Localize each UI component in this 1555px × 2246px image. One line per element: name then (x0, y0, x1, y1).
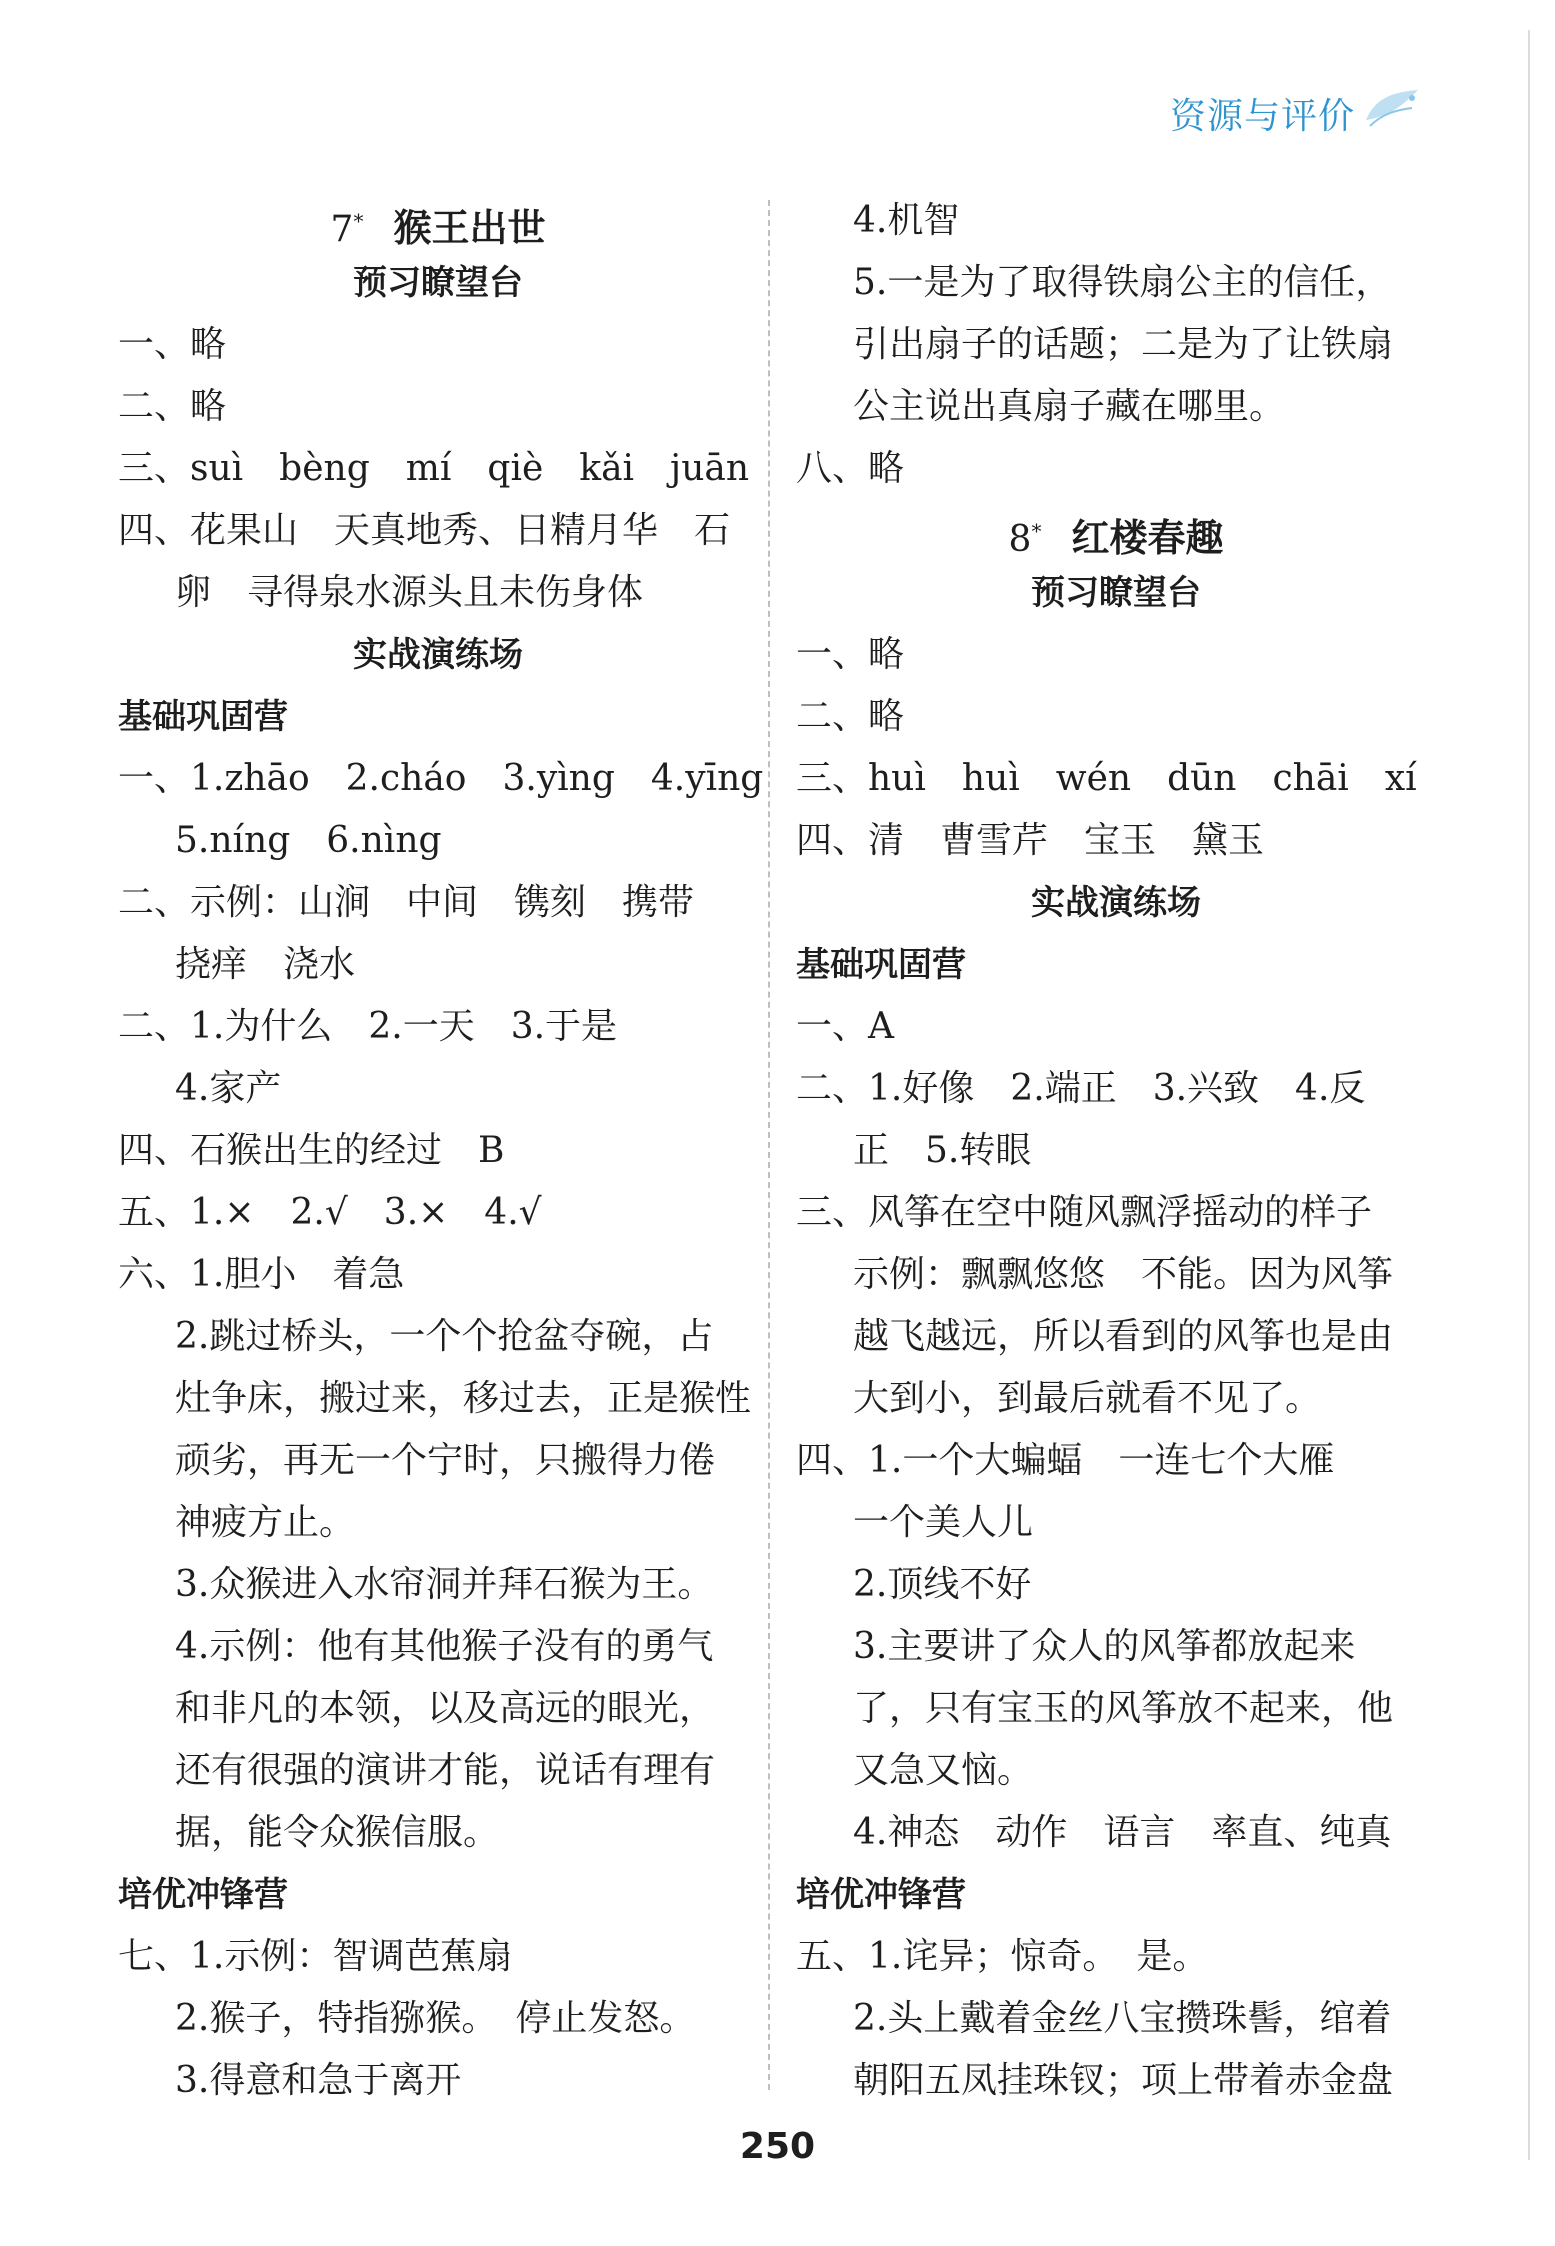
page-number: 250 (739, 2126, 816, 2167)
section-heading: 实战演练场 (353, 635, 523, 675)
answer-line: 5.níng 6.nìng (175, 820, 442, 861)
answer-line: 八、略 (796, 448, 905, 489)
answer-line: 一、略 (118, 324, 227, 365)
leaf-decoration-icon (1362, 86, 1422, 132)
lesson-8-title: 8* 红楼春趣 (1008, 516, 1224, 560)
answer-line: 五、1.诧异；惊奇。 是。 (796, 1936, 1209, 1977)
answer-line: 2.猴子，特指猕猴。 停止发怒。 (175, 1998, 696, 2039)
answer-line: 2.跳过桥头，一个个抢盆夺碗，占 (175, 1316, 714, 1357)
section-heading: 预习瞭望台 (1031, 573, 1201, 613)
answer-line: 4.家产 (175, 1068, 282, 1109)
answer-line: 神疲方止。 (175, 1502, 356, 1543)
answer-line: 4.机智 (853, 200, 960, 241)
answer-line: 3.主要讲了众人的风筝都放起来 (853, 1626, 1356, 1667)
answer-line: 灶争床，搬过来，移过去，正是猴性 (175, 1378, 752, 1419)
answer-line: 2.顶线不好 (853, 1564, 1032, 1605)
column-divider (768, 200, 770, 2090)
answer-line: 四、1.一个大蝙蝠 一连七个大雁 (796, 1440, 1335, 1481)
left-column (118, 190, 764, 2112)
answer-line: 二、略 (796, 696, 905, 737)
lesson-number: 7* (330, 209, 364, 250)
answer-line: 4.示例：他有其他猴子没有的勇气 (175, 1626, 714, 1667)
answer-line: 五、1.× 2.√ 3.× 4.√ (118, 1192, 542, 1233)
answer-line: 朝阳五凤挂珠钗；项上带着赤金盘 (853, 2060, 1394, 2101)
answer-line: 七、1.示例：智调芭蕉扇 (118, 1936, 513, 1977)
answer-line: 六、1.胆小 着急 (118, 1254, 405, 1295)
answer-line: 引出扇子的话题；二是为了让铁扇 (853, 324, 1394, 365)
answer-line: 据，能令众猴信服。 (175, 1812, 500, 1853)
answer-line: 四、清 曹雪芹 宝玉 黛玉 (796, 820, 1265, 861)
sub-heading: 培优冲锋营 (118, 1875, 288, 1915)
sub-heading: 培优冲锋营 (796, 1875, 966, 1915)
answer-line: 一、A (796, 1006, 894, 1047)
answer-line: 3.得意和急于离开 (175, 2060, 462, 2101)
section-heading: 预习瞭望台 (353, 263, 523, 303)
answer-line: 卵 寻得泉水源头且未伤身体 (175, 572, 644, 613)
lesson-number: 8* (1008, 519, 1042, 560)
answer-line: 二、1.好像 2.端正 3.兴致 4.反 (796, 1068, 1366, 1109)
answer-line: 4.神态 动作 语言 率直、纯真 (853, 1812, 1392, 1853)
answer-line: 顽劣，再无一个宁时，只搬得力倦 (175, 1440, 716, 1481)
right-column (796, 190, 1436, 2112)
answer-line: 一、略 (796, 634, 905, 675)
answer-line: 示例：飘飘悠悠 不能。因为风筝 (853, 1254, 1394, 1295)
answer-line: 二、示例：山涧 中间 镌刻 携带 (118, 882, 695, 923)
sub-heading: 基础巩固营 (796, 945, 966, 985)
answer-line: 正 5.转眼 (853, 1130, 1032, 1171)
answer-line: 3.众猴进入水帘洞并拜石猴为王。 (175, 1564, 714, 1605)
lesson-7-title: 7* 猴王出世 (330, 206, 546, 250)
answer-line: 又急又恼。 (853, 1750, 1034, 1791)
header-title: 资源与评价 (1170, 96, 1356, 137)
page-edge-line (1528, 30, 1530, 2160)
answer-line: 一、1.zhāo 2.cháo 3.yìng 4.yīng (118, 758, 764, 799)
answer-line: 和非凡的本领，以及高远的眼光， (175, 1688, 716, 1729)
answer-line: 了，只有宝玉的风筝放不起来，他 (853, 1688, 1394, 1729)
answer-line: 三、风筝在空中随风飘浮摇动的样子 (796, 1192, 1373, 1233)
answer-line: 四、花果山 天真地秀、日精月华 石 (118, 510, 731, 551)
sub-heading: 基础巩固营 (118, 697, 288, 737)
answer-line: 二、略 (118, 386, 227, 427)
answer-line: 越飞越远，所以看到的风筝也是由 (853, 1316, 1394, 1357)
answer-line: 三、suì bèng mí qiè kǎi juān (118, 448, 750, 489)
answer-line: 还有很强的演讲才能，说话有理有 (175, 1750, 716, 1791)
answer-line: 一个美人儿 (853, 1502, 1034, 1543)
answer-line: 挠痒 浇水 (175, 944, 356, 985)
answer-line: 5.一是为了取得铁扇公主的信任， (853, 262, 1392, 303)
answer-line: 大到小，到最后就看不见了。 (853, 1378, 1322, 1419)
answer-line: 四、石猴出生的经过 B (118, 1130, 505, 1171)
answer-line: 公主说出真扇子藏在哪里。 (853, 386, 1286, 427)
answer-line: 三、huì huì wén dūn chāi xí (796, 758, 1417, 799)
answer-line: 2.头上戴着金丝八宝攒珠髻，绾着 (853, 1998, 1392, 2039)
answer-line: 二、1.为什么 2.一天 3.于是 (118, 1006, 618, 1047)
section-heading: 实战演练场 (1031, 883, 1201, 923)
